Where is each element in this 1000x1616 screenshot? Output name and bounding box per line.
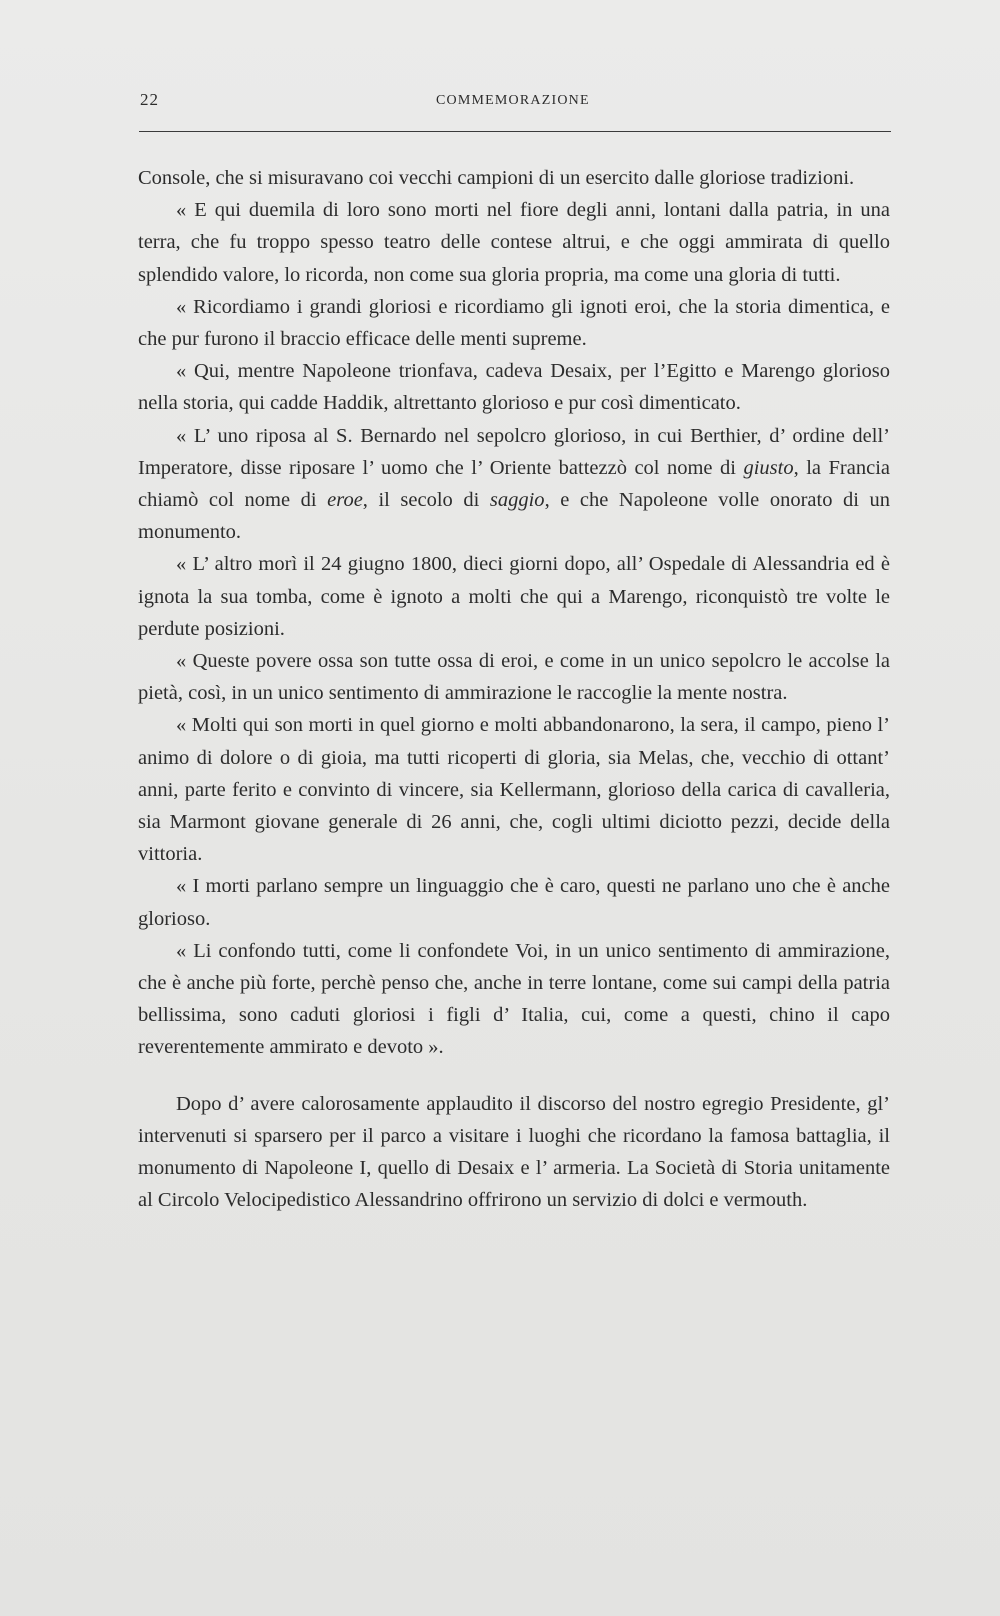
header-rule bbox=[139, 131, 891, 132]
page-header bbox=[138, 88, 890, 118]
paragraph-1: Console, che si misuravano coi vecchi campioni di un esercito dalle gloriose tradizioni. bbox=[138, 167, 855, 189]
paragraph-2: « E qui duemila di loro sono morti nel fiore degli anni, lontani dalla patria, in una terra, che fu troppo spesso teatro delle contese altrui, e che oggi ammirata di quello splendido valore, lo ricorda, non come sua gloria propria, ma come una gloria di tutti. bbox=[138, 199, 890, 286]
paragraph-3: « Ricordiamo i grandi gloriosi e ricordiamo gli ignoti eroi, che la storia dimentica, e che pur furono il braccio efficace delle menti supreme. bbox=[138, 295, 890, 351]
paragraph-11: Dopo d’ avere calorosamente applaudito il discorso del nostro egregio Presidente, gl’ intervenuti si sparsero per il parco a visitare i luoghi che ricordano la famosa battaglia, il monumento di Napoleone I, quello di Desaix e l’ armeria. La Società di Storia unitamente al Circolo Velocipedistico Alessandrino offrirono un servizio di dolci e vermouth. bbox=[138, 1092, 890, 1212]
body-text bbox=[138, 162, 890, 1217]
italic-word: giusto bbox=[743, 456, 794, 479]
paragraph-9: « I morti parlano sempre un linguaggio che è caro, questi ne parlano uno che è anche glorioso. bbox=[138, 875, 890, 930]
paragraph-10: « Li confondo tutti, come li confondete Voi, in un unico sentimento di ammirazione, che è anche più forte, perchè penso che, anche in terre lontane, come sui campi della patria bellissima, sono caduti gloriosi i figli d’ Italia, cui, come a questi, chino il capo reverentemente ammirato e devoto ». bbox=[138, 939, 890, 1059]
paragraph-4: « Qui, mentre Napoleone trionfava, cadeva Desaix, per l’Egitto e Marengo glorioso nella storia, qui cadde Haddik, altrettanto glorioso e pur così dimenticato. bbox=[138, 360, 890, 415]
paragraph-5: « L’ uno riposa al S. Bernardo nel sepolcro glorioso, in cui Berthier, d’ ordine dell’ Imperatore, disse riposare l’ uomo che l’ Oriente battezzò col nome di giusto, la Francia chiamò col nome di eroe, il secolo di saggio, e che Napoleone volle onorato di un monumento. bbox=[138, 424, 891, 544]
running-head: COMMEMORAZIONE bbox=[436, 93, 590, 108]
italic-word: eroe bbox=[327, 489, 363, 512]
paragraph-6: « L’ altro morì il 24 giugno 1800, dieci giorni dopo, all’ Ospedale di Alessandria ed è ignota la sua tomba, come è ignoto a molti che qui a Marengo, riconquistò tre volte le perdute posizioni. bbox=[138, 553, 890, 640]
paragraph-7: « Queste povere ossa son tutte ossa di eroi, e come in un unico sepolcro le accolse la pietà, così, in un unico sentimento di ammirazione le raccoglie la mente nostra. bbox=[138, 650, 890, 705]
italic-word: saggio bbox=[489, 489, 545, 512]
page-number: 22 bbox=[140, 90, 159, 109]
paragraph-8: « Molti qui son morti in quel giorno e molti abbandonarono, la sera, il campo, pieno l’ animo di dolore o di gioia, ma tutti ricoperti di gloria, sia Melas, che, vecchio di ottant’ anni, parte ferito e convinto di vincere, sia Kellermann, glorioso della carica di cavalleria, sia Marmont giovane generale di 26 anni, che, cogli ultimi diciotto pezzi, decide della vittoria. bbox=[138, 714, 890, 866]
